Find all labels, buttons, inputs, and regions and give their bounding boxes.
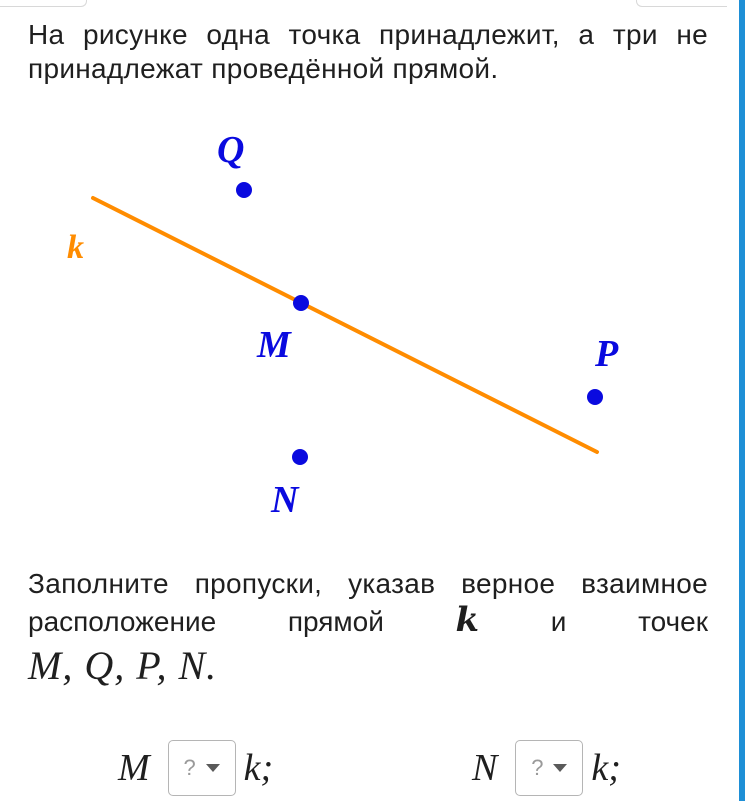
- chevron-down-icon: [206, 764, 220, 772]
- point-p: [587, 389, 603, 405]
- task-word-and: и: [550, 606, 567, 637]
- point-q: [236, 182, 252, 198]
- task-points-list: M, Q, P, N.: [28, 643, 218, 688]
- answer-row-m: [118, 740, 273, 796]
- scroll-accent-bar: [739, 0, 745, 801]
- point-m-label: M: [257, 324, 291, 366]
- top-tab-left: [0, 0, 87, 7]
- answer-point-m: M: [118, 747, 150, 789]
- point-q-label: Q: [217, 129, 245, 171]
- task-word-arrangement: расположение: [28, 606, 217, 637]
- line-k: [93, 198, 597, 452]
- relation-select-n-value: ?: [531, 755, 544, 780]
- task-word-points: точек: [638, 606, 708, 637]
- answer-suffix-n: k;: [591, 747, 621, 789]
- point-p-label: P: [595, 333, 619, 375]
- task-text: [28, 566, 708, 688]
- relation-select-n[interactable]: [515, 740, 583, 796]
- point-n-label: N: [271, 479, 299, 521]
- task-line-2: [28, 602, 708, 640]
- task-line-1: Заполните пропуски, указав верное взаимное: [28, 568, 708, 599]
- top-tab-right: [636, 0, 727, 7]
- point-m: [293, 295, 309, 311]
- point-n: [292, 449, 308, 465]
- line-k-label: k: [67, 229, 84, 266]
- answer-row-n: [472, 740, 621, 796]
- answer-suffix-m: k;: [243, 747, 274, 789]
- relation-select-m-value: ?: [183, 755, 196, 780]
- chevron-down-icon: [553, 764, 567, 772]
- relation-select-m[interactable]: [168, 740, 236, 796]
- task-word-line: прямой: [287, 606, 384, 637]
- task-k-symbol: k: [455, 600, 480, 640]
- intro-text: На рисунке одна точка принадлежит, а три не принадлежат проведённой прямой.: [28, 19, 708, 84]
- answer-point-n: N: [472, 747, 498, 789]
- geometry-figure: [0, 110, 720, 530]
